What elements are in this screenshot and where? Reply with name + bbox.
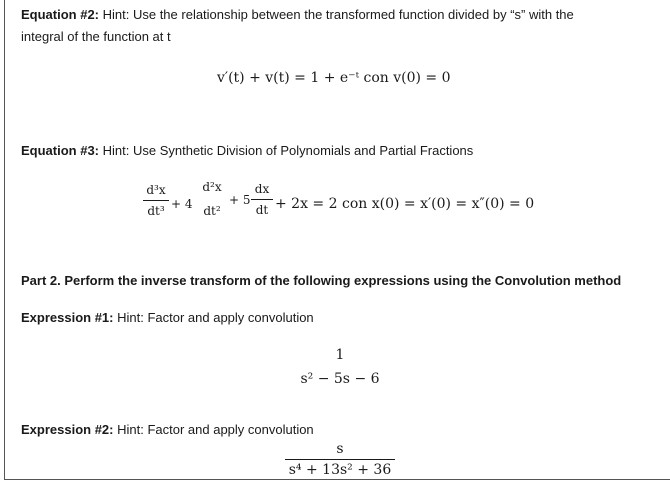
expr2-den: s⁴ + 13s² + 36	[288, 462, 392, 478]
eq2-label: Equation #2:	[21, 7, 100, 22]
eq3-equation	[5, 0, 670, 238]
expr1-den: s² − 5s − 6	[300, 371, 380, 387]
expr2-hint-line	[21, 419, 314, 441]
eq2-equation: v′(t) + v(t) = 1 + e⁻ᵗ con v(0) = 0	[217, 70, 451, 86]
expr1-num: 1	[335, 347, 345, 363]
expr1-fraction	[295, 346, 385, 388]
eq3-label: Equation #3:	[21, 143, 100, 158]
eq3-frac-d3x-den: dt³	[147, 204, 165, 218]
expr2-num: s	[336, 441, 344, 457]
expr2-hint-text: Hint: Factor and apply convolution	[113, 422, 314, 437]
eq3-plus4: + 4	[171, 197, 193, 211]
eq3-frac-d3x-num: d³x	[146, 183, 166, 197]
document-page	[4, 0, 670, 480]
expr2-fraction	[285, 440, 395, 479]
eq3-frac-d3x-bar	[143, 200, 169, 201]
expr1-hint-line	[21, 307, 314, 329]
eq3-frac-d3x	[143, 181, 169, 220]
eq3-frac-d2x-den: dt²	[203, 204, 221, 218]
eq3-frac-d2x-num: d²x	[202, 180, 222, 194]
eq2-hint-line2: integral of the function at t	[21, 29, 171, 44]
eq3-plus5: + 5	[229, 193, 251, 207]
eq3-hint-text: Hint: Use Synthetic Division of Polynomials and Partial Fractions	[99, 143, 474, 158]
expr1-hint-text: Hint: Factor and apply convolution	[113, 310, 314, 325]
eq3-frac-dx	[251, 180, 273, 219]
eq2-hint-text: Hint: Use the relationship between the transformed function divided by “s” with the	[99, 7, 574, 22]
eq3-frac-dx-num: dx	[254, 182, 270, 196]
expr2-label: Expression #2:	[21, 422, 114, 437]
part2-heading: Part 2. Perform the inverse transform of the following expressions using the Convolution method	[21, 273, 622, 288]
eq3-frac-dx-den: dt	[255, 203, 269, 217]
expr1-label: Expression #1:	[21, 310, 114, 325]
expr2-bar	[285, 459, 395, 460]
eq3-frac-dx-bar	[251, 199, 273, 200]
eq3-rest: + 2x = 2 con x(0) = x′(0) = x″(0) = 0	[275, 196, 535, 212]
eq3-frac-d2x	[199, 178, 225, 220]
